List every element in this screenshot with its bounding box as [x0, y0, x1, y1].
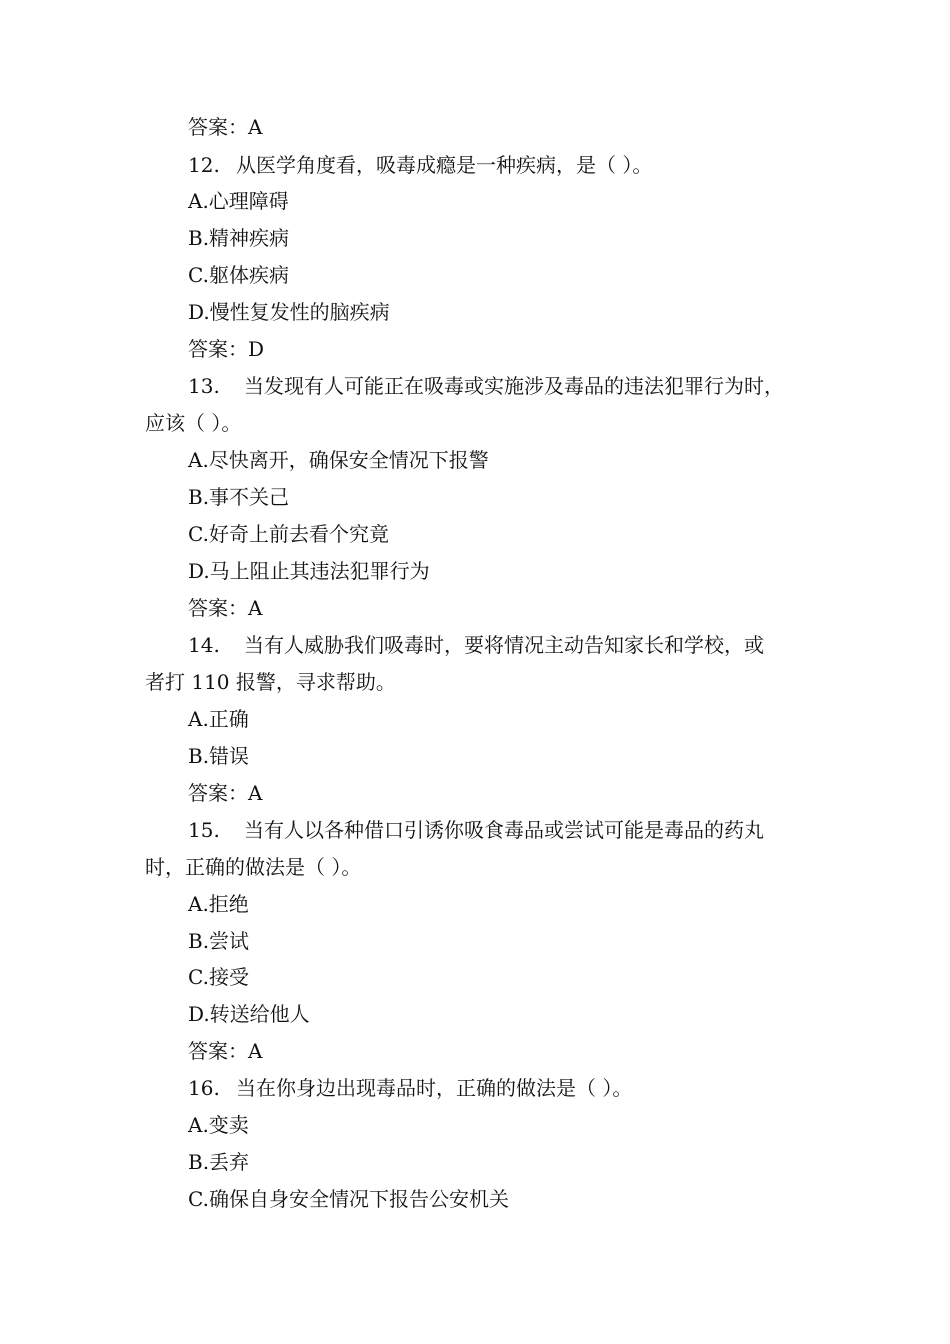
- question-number: 13.: [188, 374, 220, 398]
- option-15-b: B.尝试: [188, 929, 250, 953]
- option-13-c: C.好奇上前去看个究竟: [188, 522, 389, 546]
- answer-label: 答案：: [188, 115, 248, 139]
- answer-value: D: [248, 337, 265, 361]
- option-15-c: C.接受: [188, 965, 249, 989]
- answer-label: 答案：: [188, 337, 248, 361]
- answer-label: 答案：: [188, 1039, 248, 1063]
- question-13-cont: 应该（ ）。: [145, 411, 242, 435]
- option-15-d: D.转送给他人: [188, 1002, 310, 1026]
- question-12: [188, 152, 652, 178]
- option-16-b: B.丢弃: [188, 1150, 250, 1174]
- option-14-b: B.错误: [188, 744, 250, 768]
- option-12-d: D.慢性复发性的脑疾病: [188, 300, 390, 324]
- option-12-b: B.精神疾病: [188, 226, 290, 250]
- answer-value: A: [248, 596, 263, 620]
- question-text: 当发现有人可能正在吸毒或实施涉及毒品的违法犯罪行为时，: [244, 374, 784, 398]
- question-15-cont: 时，正确的做法是（ ）。: [145, 855, 362, 879]
- question-number: 14.: [188, 633, 220, 657]
- option-14-a: A.正确: [188, 707, 249, 731]
- question-15: [188, 817, 764, 843]
- question-text: 当有人以各种借口引诱你吸食毒品或尝试可能是毒品的药丸: [244, 818, 764, 842]
- option-12-a: A.心理障碍: [188, 189, 289, 213]
- question-16: [188, 1075, 632, 1101]
- answer-line: [188, 780, 262, 806]
- question-text: 当在你身边出现毒品时，正确的做法是（ ）。: [236, 1076, 633, 1100]
- answer-label: 答案：: [188, 781, 248, 805]
- answer-line: [188, 114, 262, 140]
- answer-value: A: [248, 115, 263, 139]
- option-15-a: A.拒绝: [188, 892, 249, 916]
- question-14-cont: 者打 110 报警，寻求帮助。: [145, 670, 396, 694]
- option-13-b: B.事不关己: [188, 485, 290, 509]
- answer-value: A: [248, 1039, 263, 1063]
- option-12-c: C.躯体疾病: [188, 263, 289, 287]
- answer-line: [188, 595, 262, 621]
- question-number: 15.: [188, 818, 220, 842]
- option-16-c: C.确保自身安全情况下报告公安机关: [188, 1187, 509, 1211]
- question-13: [188, 373, 784, 399]
- option-13-d: D.马上阻止其违法犯罪行为: [188, 559, 430, 583]
- question-text: 当有人威胁我们吸毒时，要将情况主动告知家长和学校，或: [244, 633, 764, 657]
- question-14: [188, 632, 764, 658]
- answer-value: A: [248, 781, 263, 805]
- question-number: 16.: [188, 1076, 220, 1100]
- question-number: 12.: [188, 153, 220, 177]
- question-text: 从医学角度看，吸毒成瘾是一种疾病，是（ ）。: [236, 153, 653, 177]
- option-13-a: A.尽快离开，确保安全情况下报警: [188, 448, 489, 472]
- answer-line: [188, 1038, 262, 1064]
- option-16-a: A.变卖: [188, 1113, 249, 1137]
- answer-label: 答案：: [188, 596, 248, 620]
- answer-line: [188, 336, 264, 362]
